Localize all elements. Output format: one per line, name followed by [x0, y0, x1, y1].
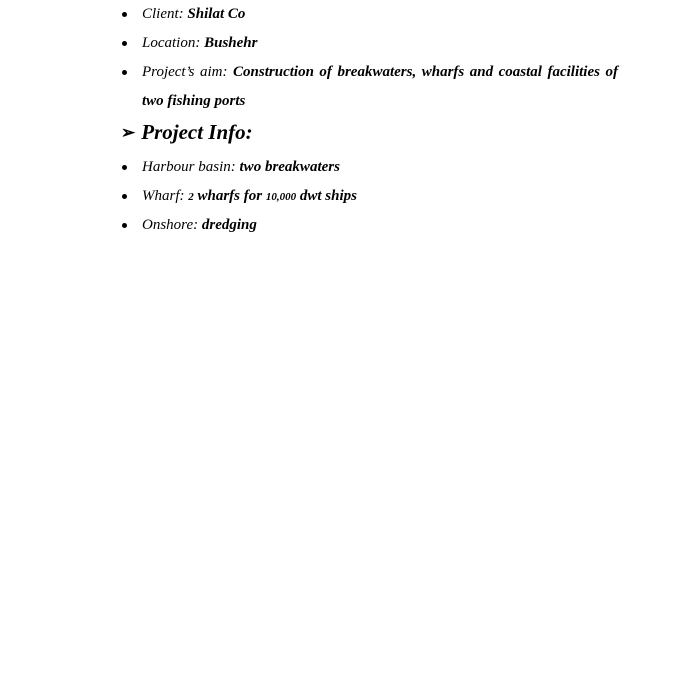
onshore-value: dredging [201, 217, 257, 233]
list-item-location [118, 29, 618, 58]
project-aim-label: Project’s aim: [142, 64, 228, 80]
list-item-project-aim [118, 58, 618, 116]
wharf-count: 2 [188, 191, 194, 203]
bullet-icon [122, 70, 127, 75]
wharf-tonnage: 10,000 [265, 191, 297, 203]
bullet-icon [122, 12, 127, 17]
wharf-label: Wharf: [142, 188, 185, 204]
client-label: Client: [142, 6, 184, 22]
bullet-icon [122, 223, 127, 228]
harbour-basin-label: Harbour basin: [142, 159, 236, 175]
wharf-middle-text: wharfs for [197, 188, 263, 204]
harbour-basin-value: two breakwaters [239, 159, 340, 175]
project-details-list [118, 0, 618, 116]
list-item-onshore [118, 211, 618, 240]
onshore-label: Onshore: [142, 217, 199, 233]
project-info-list [118, 153, 618, 240]
project-aim-value: Construction of breakwaters, wharfs and coastal facilities of two fishing ports [142, 64, 618, 109]
bullet-icon [122, 165, 127, 170]
location-value: Bushehr [204, 35, 258, 51]
wharf-unit: dwt ships [299, 188, 357, 204]
bullet-icon [122, 41, 127, 46]
location-label: Location: [142, 35, 201, 51]
bullet-icon [122, 194, 127, 199]
arrow-bullet-icon: ➢ [121, 123, 136, 142]
list-item-wharf [118, 182, 618, 211]
section-title: Project Info: [141, 120, 253, 144]
list-item-client [118, 0, 618, 29]
client-value: Shilat Co [187, 6, 246, 22]
section-heading-project-info [121, 117, 253, 147]
list-item-harbour-basin [118, 153, 618, 182]
